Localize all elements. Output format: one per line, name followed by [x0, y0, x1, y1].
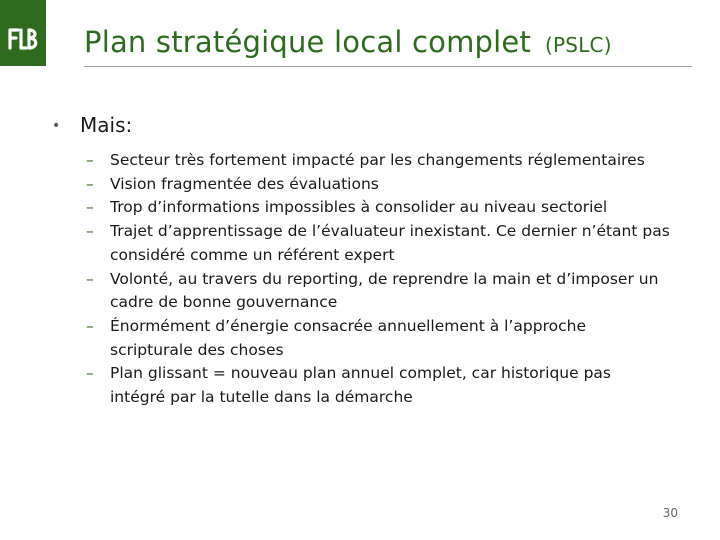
dash-marker: –	[86, 151, 94, 169]
page-number: 30	[662, 506, 678, 520]
main-bullet	[50, 112, 690, 141]
sub-bullet-item	[86, 362, 690, 409]
dash-marker: –	[86, 174, 94, 193]
sub-bullet-item	[86, 268, 690, 315]
sub-bullet-item	[86, 315, 690, 362]
title-acronym: (PSLC)	[545, 33, 612, 57]
sub-bullet-text: Trajet d’apprentissage de l’évaluateur inexistant. Ce dernier n’étant pas considéré comme un référent expert	[110, 222, 670, 264]
sub-bullet-text: Énormément d’énergie consacrée annuellement à l’approche scripturale des choses	[110, 316, 586, 359]
sub-bullet-item	[86, 220, 690, 267]
title-text: Plan stratégique local complet	[84, 25, 532, 59]
main-bullet-label: Mais:	[80, 113, 133, 137]
sub-bullet-item	[86, 196, 690, 220]
sub-bullet-item	[86, 149, 690, 173]
title-wrap	[84, 22, 692, 67]
dash-marker: –	[86, 316, 94, 335]
sub-bullet-text: Secteur très fortement impacté par les changements réglementaires	[110, 151, 645, 169]
dash-marker: –	[86, 222, 94, 241]
sub-bullet-text: Trop d’informations impossibles à consolider au niveau sectoriel	[110, 198, 608, 217]
sub-bullet-text: Volonté, au travers du reporting, de reprendre la main et d’imposer un cadre de bonne gouvernance	[110, 269, 659, 312]
sub-bullet-text: Vision fragmentée des évaluations	[110, 174, 379, 193]
slide-title	[84, 22, 692, 65]
sub-bullet-text: Plan glissant = nouveau plan annuel complet, car historique pas intégré par la tutelle dans la démarche	[110, 364, 611, 407]
slide-content	[50, 112, 690, 410]
dash-marker: –	[86, 269, 94, 288]
sub-bullet-item	[86, 173, 690, 197]
flb-logo-icon	[6, 24, 40, 52]
dash-marker: –	[86, 198, 94, 217]
logo-bar	[0, 0, 46, 66]
dash-marker: –	[86, 364, 94, 383]
sub-bullet-list	[50, 149, 690, 410]
bullet-dot: •	[52, 118, 61, 134]
